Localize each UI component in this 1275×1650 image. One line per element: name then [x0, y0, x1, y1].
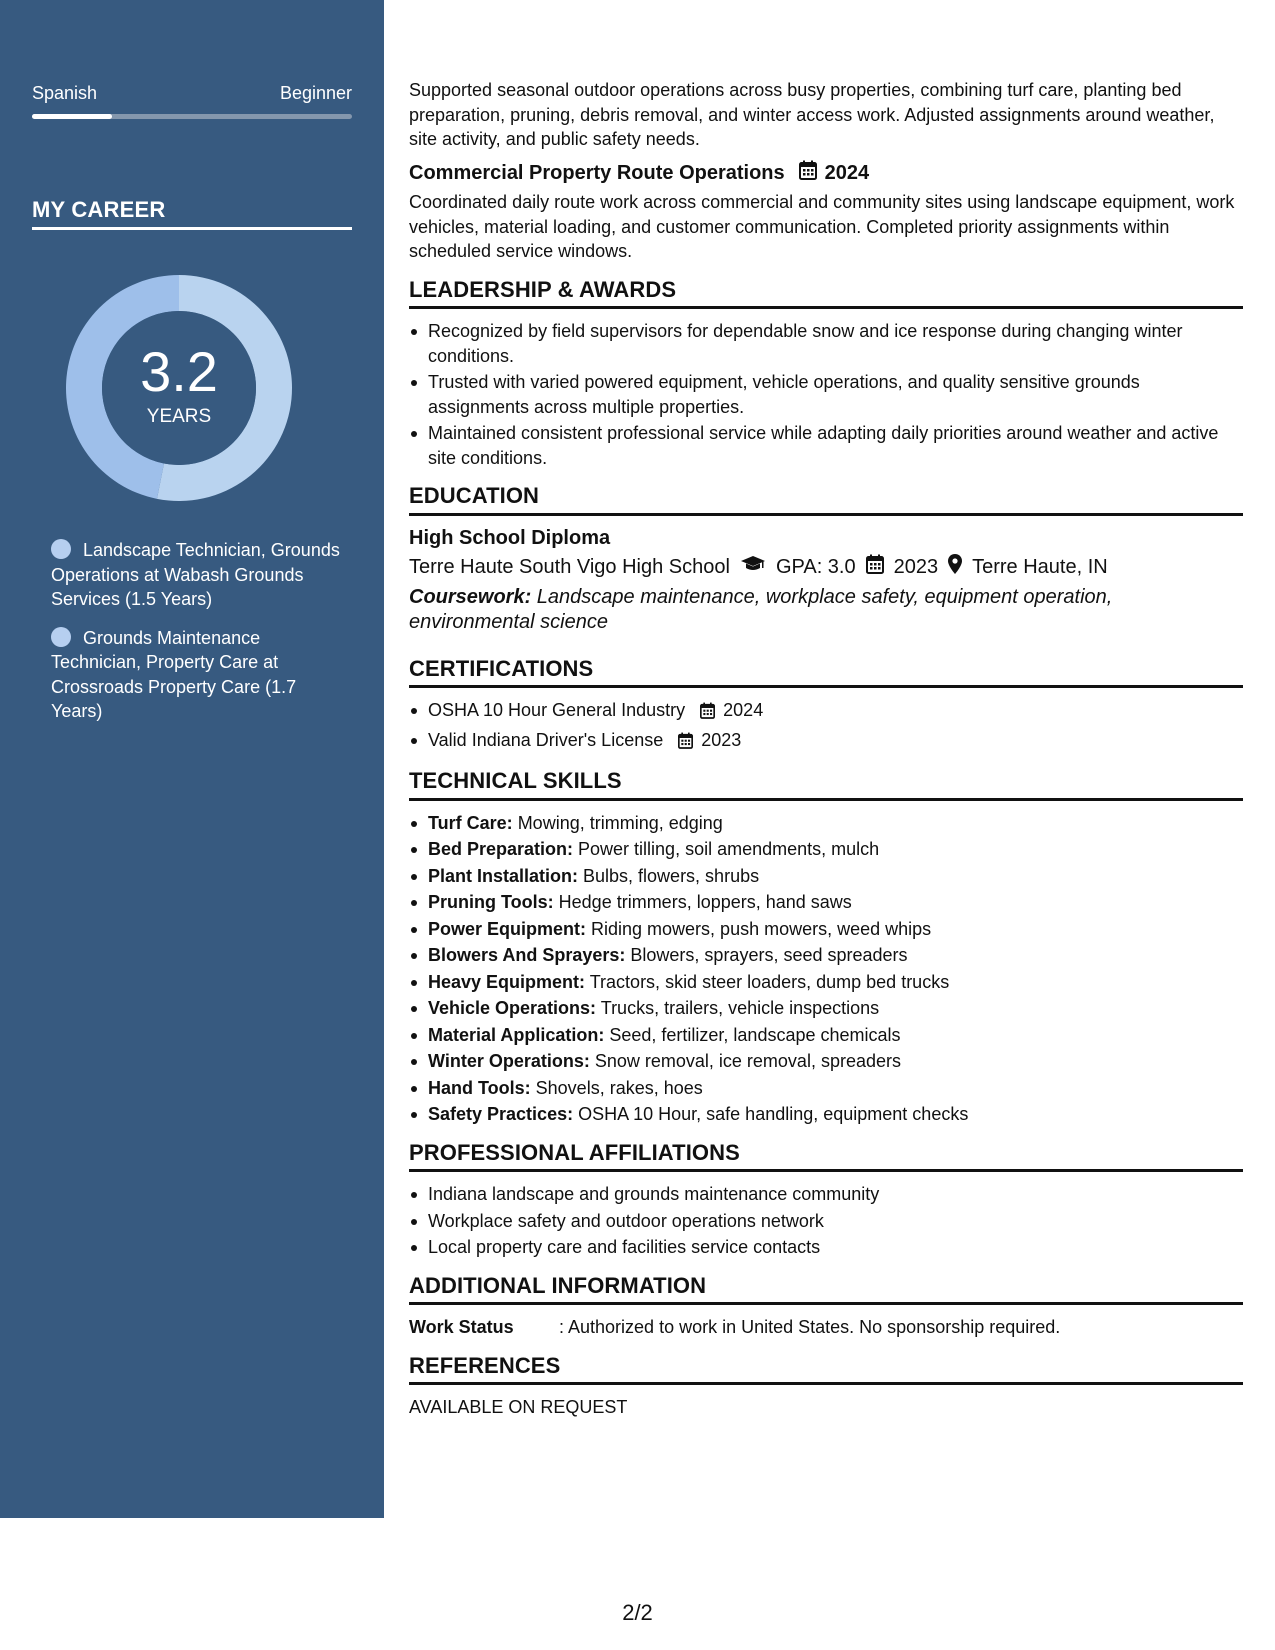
career-item-label: Landscape Technician, Grounds Operations at Wabash Grounds Services (1.5 Years) — [51, 540, 340, 609]
skill-value: Seed, fertilizer, landscape chemicals — [604, 1024, 901, 1045]
career-heading: MY CAREER — [32, 197, 166, 222]
skill-label: Vehicle Operations: — [428, 998, 597, 1018]
skills-list — [409, 811, 1243, 1127]
education-details — [409, 554, 1243, 581]
references-heading: REFERENCES — [409, 1354, 1243, 1386]
leadership-list — [409, 319, 1243, 470]
education-year: 2023 — [893, 556, 939, 578]
skill-label: Bed Preparation: — [428, 839, 574, 859]
skill-label: Material Application: — [428, 1024, 605, 1045]
skill-label: Safety Practices: — [428, 1104, 574, 1124]
certification-item — [409, 728, 1243, 756]
calendar-icon — [866, 554, 884, 581]
education-gpa: GPA: 3.0 — [775, 556, 856, 578]
skill-label: Winter Operations: — [428, 1051, 590, 1071]
work-status-label: Work Status — [409, 1317, 514, 1337]
career-item — [51, 538, 341, 612]
certification-item — [409, 698, 1243, 726]
certifications-list — [409, 698, 1243, 755]
leadership-heading: LEADERSHIP & AWARDS — [409, 278, 1243, 310]
skill-item — [409, 970, 1243, 995]
skill-label: Hand Tools: — [428, 1077, 531, 1098]
skill-label: Heavy Equipment: — [428, 971, 586, 992]
sidebar — [0, 0, 384, 1518]
skill-value: Tractors, skid steer loaders, dump bed trucks — [585, 971, 950, 992]
location-pin-icon — [948, 554, 962, 581]
education-degree: High School Diploma — [409, 526, 611, 549]
job-title: Commercial Property Route Operations — [409, 161, 785, 184]
certification-year: 2024 — [723, 700, 764, 720]
calendar-icon — [799, 160, 817, 187]
calendar-icon — [700, 701, 715, 726]
coursework-label: Coursework: — [409, 585, 532, 608]
job-description: Coordinated daily route work across commercial and community sites using landscape equipment, work vehicles, material loading, and customer communication. Completed priority assignments within scheduled service windows. — [409, 192, 1235, 261]
affiliations-heading: PROFESSIONAL AFFILIATIONS — [409, 1141, 1243, 1173]
education-school: Terre Haute South Vigo High School — [409, 556, 730, 578]
career-list — [51, 538, 341, 738]
career-heading-rule — [32, 227, 352, 230]
skill-item — [409, 864, 1243, 889]
career-total-years: 3.2 — [140, 340, 218, 403]
skill-value: Power tilling, soil amendments, mulch — [573, 839, 880, 859]
skill-label: Power Equipment: — [428, 918, 587, 939]
work-status-row — [409, 1315, 1243, 1340]
skill-item — [409, 1023, 1243, 1048]
skill-item — [409, 1076, 1243, 1101]
skill-item — [409, 917, 1243, 942]
experience-intro: Supported seasonal outdoor operations across busy properties, combining turf care, planting bed preparation, pruning, debris removal, and winter access work. Adjusted assignments around weather, site activity, and public safety needs. — [409, 80, 1215, 149]
skill-item — [409, 1049, 1243, 1074]
education-heading: EDUCATION — [409, 484, 1243, 516]
skill-value: OSHA 10 Hour, safe handling, equipment checks — [573, 1104, 969, 1124]
skill-value: Riding mowers, push mowers, weed whips — [586, 918, 932, 939]
list-item: Recognized by field supervisors for dependable snow and ice response during changing winter conditions. — [409, 319, 1243, 368]
skill-item — [409, 1102, 1243, 1127]
skill-label: Plant Installation: — [428, 865, 579, 886]
skill-value: Blowers, sprayers, seed spreaders — [625, 945, 908, 965]
skill-item — [409, 943, 1243, 968]
coursework-text: Landscape maintenance, workplace safety, equipment operation, environmental science — [409, 585, 1113, 633]
language-row — [32, 83, 352, 104]
certifications-heading: CERTIFICATIONS — [409, 657, 1243, 689]
language-proficiency-fill — [32, 114, 112, 119]
skill-label: Turf Care: — [428, 812, 513, 833]
skill-value: Snow removal, ice removal, spreaders — [589, 1051, 901, 1071]
language-level: Beginner — [279, 83, 352, 103]
skill-value: Mowing, trimming, edging — [512, 812, 723, 833]
career-dot-icon — [51, 627, 71, 647]
certification-year: 2023 — [701, 729, 742, 750]
skill-item — [409, 890, 1243, 915]
skill-item — [409, 837, 1243, 862]
list-item: Workplace safety and outdoor operations network — [409, 1209, 1243, 1234]
education-location: Terre Haute, IN — [972, 556, 1108, 578]
skill-value: Shovels, rakes, hoes — [530, 1077, 703, 1098]
career-dot-icon — [51, 539, 71, 559]
skills-heading: TECHNICAL SKILLS — [409, 769, 1243, 801]
page-number: 2/2 — [622, 1600, 653, 1625]
affiliations-list — [409, 1182, 1243, 1260]
calendar-icon — [678, 731, 693, 756]
language-proficiency-bar — [32, 114, 352, 119]
list-item: Local property care and facilities service contacts — [409, 1235, 1243, 1260]
skill-item — [409, 996, 1243, 1021]
job-title-row — [409, 160, 1243, 187]
skill-value: Hedge trimmers, loppers, hand saws — [553, 892, 852, 912]
list-item: Trusted with varied powered equipment, vehicle operations, and quality sensitive grounds assignments across multiple properties. — [409, 370, 1243, 419]
work-status-value: : Authorized to work in United States. No sponsorship required. — [559, 1317, 1061, 1337]
job-year: 2024 — [824, 161, 870, 184]
career-donut-center — [66, 275, 292, 501]
skill-label: Blowers And Sprayers: — [428, 945, 626, 965]
skill-label: Pruning Tools: — [428, 892, 554, 912]
skill-value: Bulbs, flowers, shrubs — [578, 865, 760, 886]
career-years-unit: YEARS — [146, 406, 212, 427]
language-name: Spanish — [32, 83, 98, 103]
main-content — [409, 78, 1243, 1420]
graduation-cap-icon — [740, 555, 766, 580]
skill-item — [409, 811, 1243, 836]
references-text: AVAILABLE ON REQUEST — [409, 1397, 628, 1417]
list-item: Maintained consistent professional service while adapting daily priorities around weather and active site conditions. — [409, 421, 1243, 470]
education-coursework — [409, 585, 1243, 635]
career-item — [51, 626, 341, 724]
certification-name: OSHA 10 Hour General Industry — [428, 700, 686, 720]
additional-heading: ADDITIONAL INFORMATION — [409, 1274, 1243, 1306]
list-item: Indiana landscape and grounds maintenance community — [409, 1182, 1243, 1207]
skill-value: Trucks, trailers, vehicle inspections — [596, 998, 880, 1018]
certification-name: Valid Indiana Driver's License — [428, 729, 664, 750]
career-item-label: Grounds Maintenance Technician, Property Care at Crossroads Property Care (1.7 Years) — [51, 627, 297, 721]
